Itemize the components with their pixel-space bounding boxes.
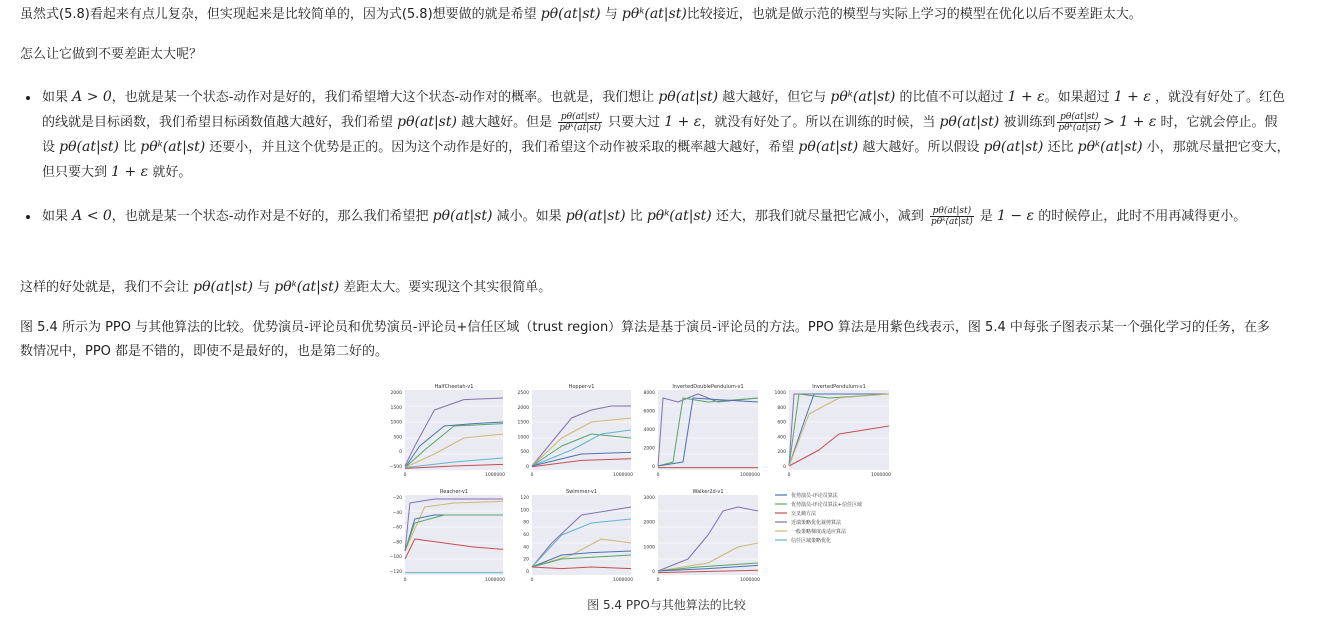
y-tick-label: 80 bbox=[523, 520, 529, 526]
subplot-title: Hopper-v1 bbox=[568, 384, 595, 390]
y-tick-label: 2000 bbox=[517, 405, 529, 411]
x-tick-label: 0 bbox=[656, 473, 660, 478]
math-p-theta: pθ(at|st) bbox=[540, 6, 601, 22]
y-tick-label: 0 bbox=[652, 465, 655, 470]
bullet-advantage-negative: • 如果 A < 0，也就是某一个状态-动作对是不好的，那么我们希望把 pθ(at|st) 减小。如果 pθ(at|st) 比 pθᵏ(at|st) 还大，那我们就尽量把它减小，减到 $\frac{p\theta(at|st)}{\text{pθᵏ(at|st)}}$ 是 1 − ε 的时候停止，此时不用再减得更小。 bbox=[40, 204, 1290, 229]
legend-label: 信任区域策略优化 bbox=[791, 538, 832, 544]
y-tick-label: −120 bbox=[389, 570, 402, 575]
subplot-panel bbox=[532, 390, 631, 470]
figure-ppo-comparison bbox=[375, 382, 897, 594]
subplot-title: InvertedDoublePendulum-v1 bbox=[672, 384, 744, 390]
fraction-ratio: $\frac{p\theta(at|st)}{\text{pθᵏ(at|st)}}$ bbox=[1058, 112, 1101, 133]
y-tick-label: 2500 bbox=[517, 391, 529, 396]
y-tick-label: 6000 bbox=[643, 409, 655, 415]
y-tick-label: 500 bbox=[393, 435, 402, 441]
y-tick-label: 0 bbox=[399, 450, 402, 456]
y-tick-label: 120 bbox=[520, 496, 529, 501]
y-tick-label: 1000 bbox=[643, 545, 655, 551]
y-tick-label: 1000 bbox=[517, 435, 529, 441]
y-tick-label: 600 bbox=[777, 420, 786, 426]
subplot-title: Swimmer-v1 bbox=[565, 489, 598, 495]
subplot-title: Reacher-v1 bbox=[440, 489, 468, 495]
x-tick-label: 0 bbox=[656, 578, 660, 583]
y-tick-label: 1500 bbox=[390, 405, 402, 411]
x-tick-label: 0 bbox=[403, 473, 407, 478]
math-p-theta-k: pθᵏ(at|st) bbox=[621, 6, 687, 22]
legend-label: 交叉熵方法 bbox=[791, 511, 817, 517]
subplot-title: Walker2d-v1 bbox=[692, 489, 724, 495]
subplot-title: InvertedPendulum-v1 bbox=[812, 384, 866, 390]
y-tick-label: 800 bbox=[777, 405, 786, 411]
y-tick-label: −40 bbox=[392, 510, 402, 516]
y-tick-label: 40 bbox=[523, 545, 529, 551]
x-tick-label: 1000000 bbox=[739, 578, 761, 583]
y-tick-label: −500 bbox=[389, 465, 402, 470]
x-tick-label: 0 bbox=[530, 578, 534, 583]
fraction-ratio: $\frac{p\theta(at|st)}{\text{pθᵏ(at|st)}}$ bbox=[931, 206, 973, 227]
y-tick-label: 0 bbox=[526, 465, 529, 470]
figure-caption: 图 5.4 PPO与其他算法的比较 bbox=[587, 598, 746, 612]
bullet-list-negative bbox=[20, 204, 1290, 229]
y-tick-label: 60 bbox=[523, 533, 529, 538]
x-tick-label: 0 bbox=[403, 578, 407, 583]
x-tick-label: 1000000 bbox=[484, 578, 506, 583]
x-tick-label: 1000000 bbox=[484, 473, 506, 478]
legend-label: 优势演员-评论员算法 bbox=[791, 493, 838, 499]
legend-label: 近端策略优化裁剪算法 bbox=[791, 520, 842, 526]
y-tick-label: 8000 bbox=[643, 391, 655, 396]
x-tick-label: 1000000 bbox=[870, 473, 892, 478]
y-tick-label: −100 bbox=[389, 555, 402, 561]
y-tick-label: 2000 bbox=[390, 391, 402, 396]
y-tick-label: −80 bbox=[392, 540, 402, 546]
y-tick-label: 500 bbox=[520, 450, 529, 456]
y-tick-label: 1000 bbox=[774, 391, 786, 396]
figure-svg bbox=[375, 382, 897, 594]
y-tick-label: −20 bbox=[392, 496, 402, 501]
legend-label: 优势演员-评论员算法+信任区域 bbox=[791, 502, 862, 508]
y-tick-label: 20 bbox=[523, 557, 529, 563]
paragraph-intro: 虽然式(5.8)看起来有点儿复杂，但实现起来是比较简单的，因为式(5.8)想要做的就是希望 pθ(at|st) 与 pθᵏ(at|st)比较接近，也就是做示范的模型与实际上学习的模型在优化以后不要差距太大。 bbox=[20, 6, 1142, 22]
y-tick-label: 2000 bbox=[643, 520, 655, 526]
y-tick-label: 0 bbox=[783, 465, 786, 470]
x-tick-label: 0 bbox=[787, 473, 791, 478]
subplot-panel bbox=[405, 390, 503, 470]
paragraph-figure-description: 图 5.4 所示为 PPO 与其他算法的比较。优势演员-评论员和优势演员-评论员+信任区域（trust region）算法是基于演员-评论员的方法。PPO 算法是用紫色线表示，图 5.4 中每张子图表示某一个强化学习的任务，在多数情况中，PPO 都是不错的，即使不是最好的，也是第二好的。 bbox=[20, 320, 1270, 359]
x-tick-label: 1000000 bbox=[612, 578, 634, 583]
y-tick-label: 2000 bbox=[643, 446, 655, 452]
y-tick-label: 0 bbox=[526, 570, 529, 575]
y-tick-label: 0 bbox=[652, 570, 655, 575]
y-tick-label: 400 bbox=[777, 435, 786, 441]
y-tick-label: 200 bbox=[777, 450, 786, 456]
y-tick-label: 1000 bbox=[390, 420, 402, 426]
fraction-ratio: $\frac{p\theta(at|st)}{\text{pθᵏ(at|st)}}$ bbox=[559, 112, 601, 133]
y-tick-label: 4000 bbox=[643, 428, 655, 433]
legend-label: 一般策略梯度或适应算法 bbox=[791, 529, 847, 535]
x-tick-label: 0 bbox=[530, 473, 534, 478]
subplot-title: HalfCheetah-v1 bbox=[434, 384, 474, 390]
bullet-advantage-positive: • 如果 A > 0，也就是某一个状态-动作对是好的，我们希望增大这个状态-动作对的概率。也就是，我们想让 pθ(at|st) 越大越好，但它与 pθᵏ(at|st) 的比值不可以超过 1 + ε。如果超过 1 + ε ，就没有好处了。红色的线就是目标函数，我们希望目标函数值越大越好，我们希望 pθ(at|st) 越大越好。但是 $\frac{p\theta(at|st)}{\text{pθᵏ(at|st)}}$ 只要大过 1 + ε，就没有好处了。所以在训练的时候，当 pθ(at|st) 被训练到 $\frac{p\theta(at|st)}{\text{pθᵏ(at|st)}}$ > 1 + ε 时，它就会停止。假设 pθ(at|st) 比 pθᵏ(at|st) 还要小，并且这个优势是正的。因为这个动作是好的，我们希望这个动作被采取的概率越大越好，希望 pθ(at|st) 越大越好。所以假设 pθ(at|st) 还比 pθᵏ(at|st) 小，那就尽量把它变大，但只要大到 1 + ε 就好。 bbox=[40, 85, 1290, 185]
paragraph-question: 怎么让它做到不要差距太大呢？ bbox=[20, 47, 203, 62]
paragraph-benefit: 这样的好处就是，我们不会让 pθ(at|st) 与 pθᵏ(at|st) 差距太大。要实现这个其实很简单。 bbox=[20, 279, 552, 295]
x-tick-label: 1000000 bbox=[612, 473, 634, 478]
y-tick-label: 3000 bbox=[643, 496, 655, 501]
y-tick-label: 100 bbox=[520, 508, 529, 514]
x-tick-label: 1000000 bbox=[739, 473, 761, 478]
y-tick-label: −60 bbox=[392, 525, 402, 531]
subplot-panel bbox=[405, 495, 503, 575]
y-tick-label: 1500 bbox=[517, 420, 529, 426]
bullet-list-positive bbox=[20, 85, 1290, 185]
